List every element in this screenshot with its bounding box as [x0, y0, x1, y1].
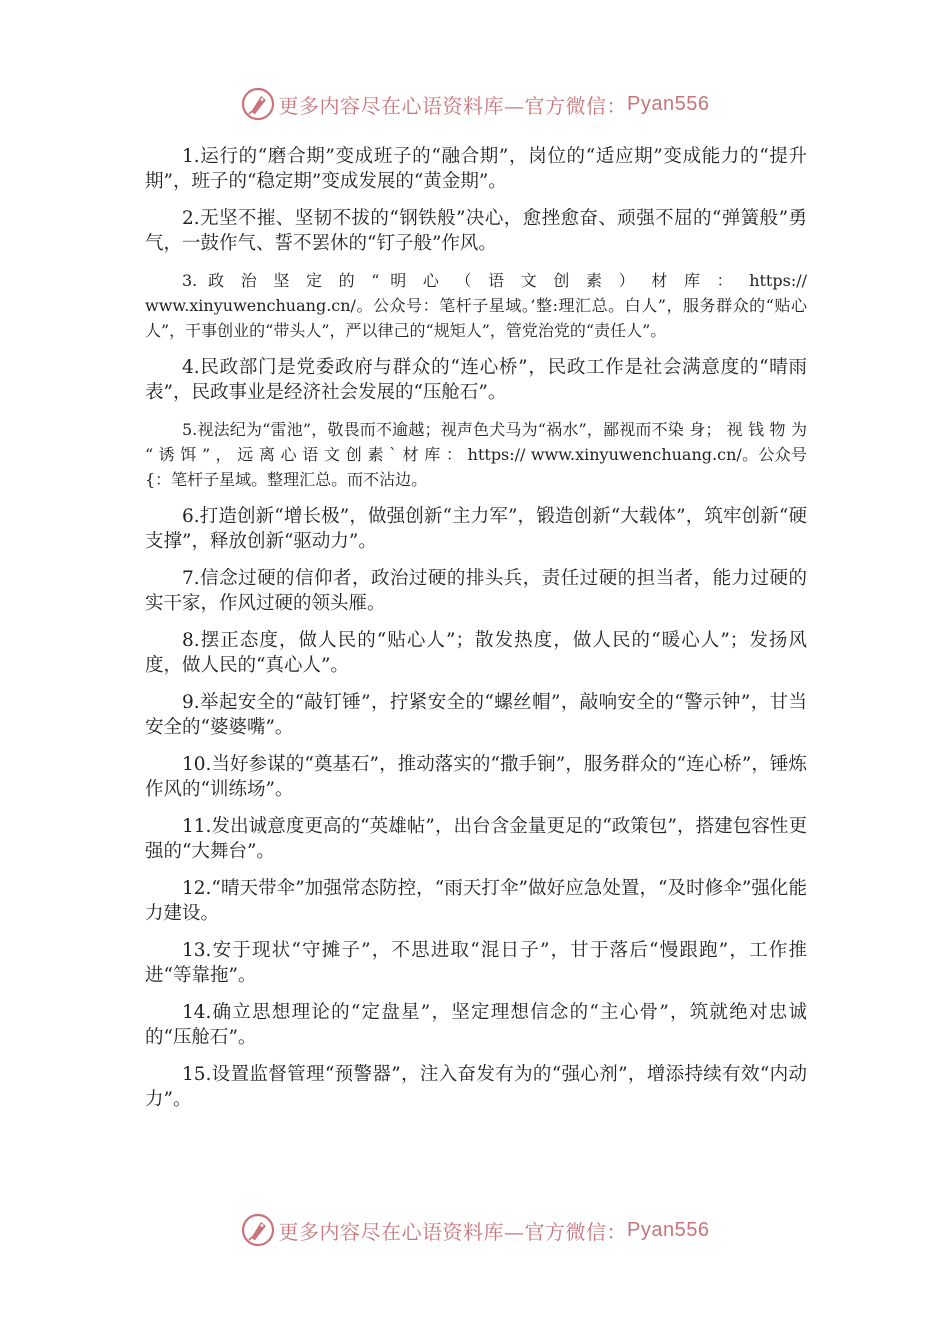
paragraph-5: 5.视法纪为“雷池”，敬畏而不逾越；视声色犬马为“祸水”，鄙视而不染 身； 视 钱 物 为 “ 诱 饵 ” ， 远 离 心 语 文 创 素 ` 材 库 ： https:// www.xinyuwenchuang.cn/。公众号{：笔杆子星域。整理汇总。而不沾边。 — [145, 420, 807, 489]
header-wechat-id: Pyan556 — [627, 92, 710, 115]
paragraph-15: 15.设置监督管理“预警器”，注入奋发有为的“强心剂”，增添持续有效“内动力”。 — [145, 1064, 807, 1110]
header-text: 更多内容尽在心语资料库—官方微信： — [278, 93, 628, 118]
paragraph-3: 3. 政 治 坚 定 的 “ 明 心 （ 语 文 创 素 ） 材 库 ： https:// www.xinyuwenchuang.cn/。公众号：笔杆子星域。’整:理汇总。白人”，服务群众的“贴心人”，干事创业的“带头人”，严以律己的“规矩人”，管党治党的“责任人”。 — [145, 271, 807, 340]
paragraph-9: 9.举起安全的“敲钉锤”，拧紧安全的“螺丝帽”，敲响安全的“警示钟”，甘当安全的“婆婆嘴”。 — [145, 692, 807, 738]
paragraph-14: 14.确立思想理论的“定盘星”，坚定理想信念的“主心骨”，筑就绝对忠诚的“压舱石”。 — [145, 1002, 807, 1048]
paragraph-7: 7.信念过硬的信仰者，政治过硬的排头兵，责任过硬的担当者，能力过硬的实干家，作风过硬的领头雁。 — [145, 568, 807, 614]
paragraph-8: 8.摆正态度，做人民的“贴心人”；散发热度，做人民的“暖心人”；发扬风度，做人民的“真心人”。 — [145, 630, 807, 676]
pen-nib-icon — [241, 1213, 275, 1247]
paragraph-4: 4.民政部门是党委政府与群众的“连心桥”，民政工作是社会满意度的“晴雨表”，民政事业是经济社会发展的“压舱石”。 — [145, 357, 807, 403]
paragraph-10: 10.当好参谋的“奠基石”，推动落实的“撒手锏”，服务群众的“连心桥”，锤炼作风的“训练场”。 — [145, 754, 807, 800]
footer-banner — [0, 1210, 950, 1250]
paragraph-11: 11.发出诚意度更高的“英雄帖”，出台含金量更足的“政策包”，搭建包容性更强的“大舞台”。 — [145, 816, 807, 862]
paragraph-13: 13.安于现状“守摊子”，不思进取“混日子”，甘于落后“慢跟跑”，工作推进“等靠拖”。 — [145, 940, 807, 986]
pen-nib-icon — [241, 87, 275, 121]
paragraph-1: 1.运行的“磨合期”变成班子的“融合期”，岗位的“适应期”变成能力的“提升期”，班子的“稳定期”变成发展的“黄金期”。 — [145, 146, 807, 192]
paragraph-6: 6.打造创新“增长极”，做强创新“主力军”，锻造创新“大载体”，筑牢创新“硬支撑”，释放创新“驱动力”。 — [145, 506, 807, 552]
paragraph-2: 2.无坚不摧、坚韧不拔的“钢铁般”决心，愈挫愈奋、顽强不屈的“弹簧般”勇气，一鼓作气、誓不罢休的“钉子般”作风。 — [145, 208, 807, 254]
footer-text: 更多内容尽在心语资料库—官方微信： — [278, 1219, 628, 1244]
header-banner — [0, 84, 950, 124]
footer-wechat-id: Pyan556 — [627, 1218, 710, 1241]
document-body — [145, 144, 807, 1124]
paragraph-12: 12.“晴天带伞”加强常态防控，“雨天打伞”做好应急处置，“及时修伞”强化能力建设。 — [145, 878, 807, 924]
